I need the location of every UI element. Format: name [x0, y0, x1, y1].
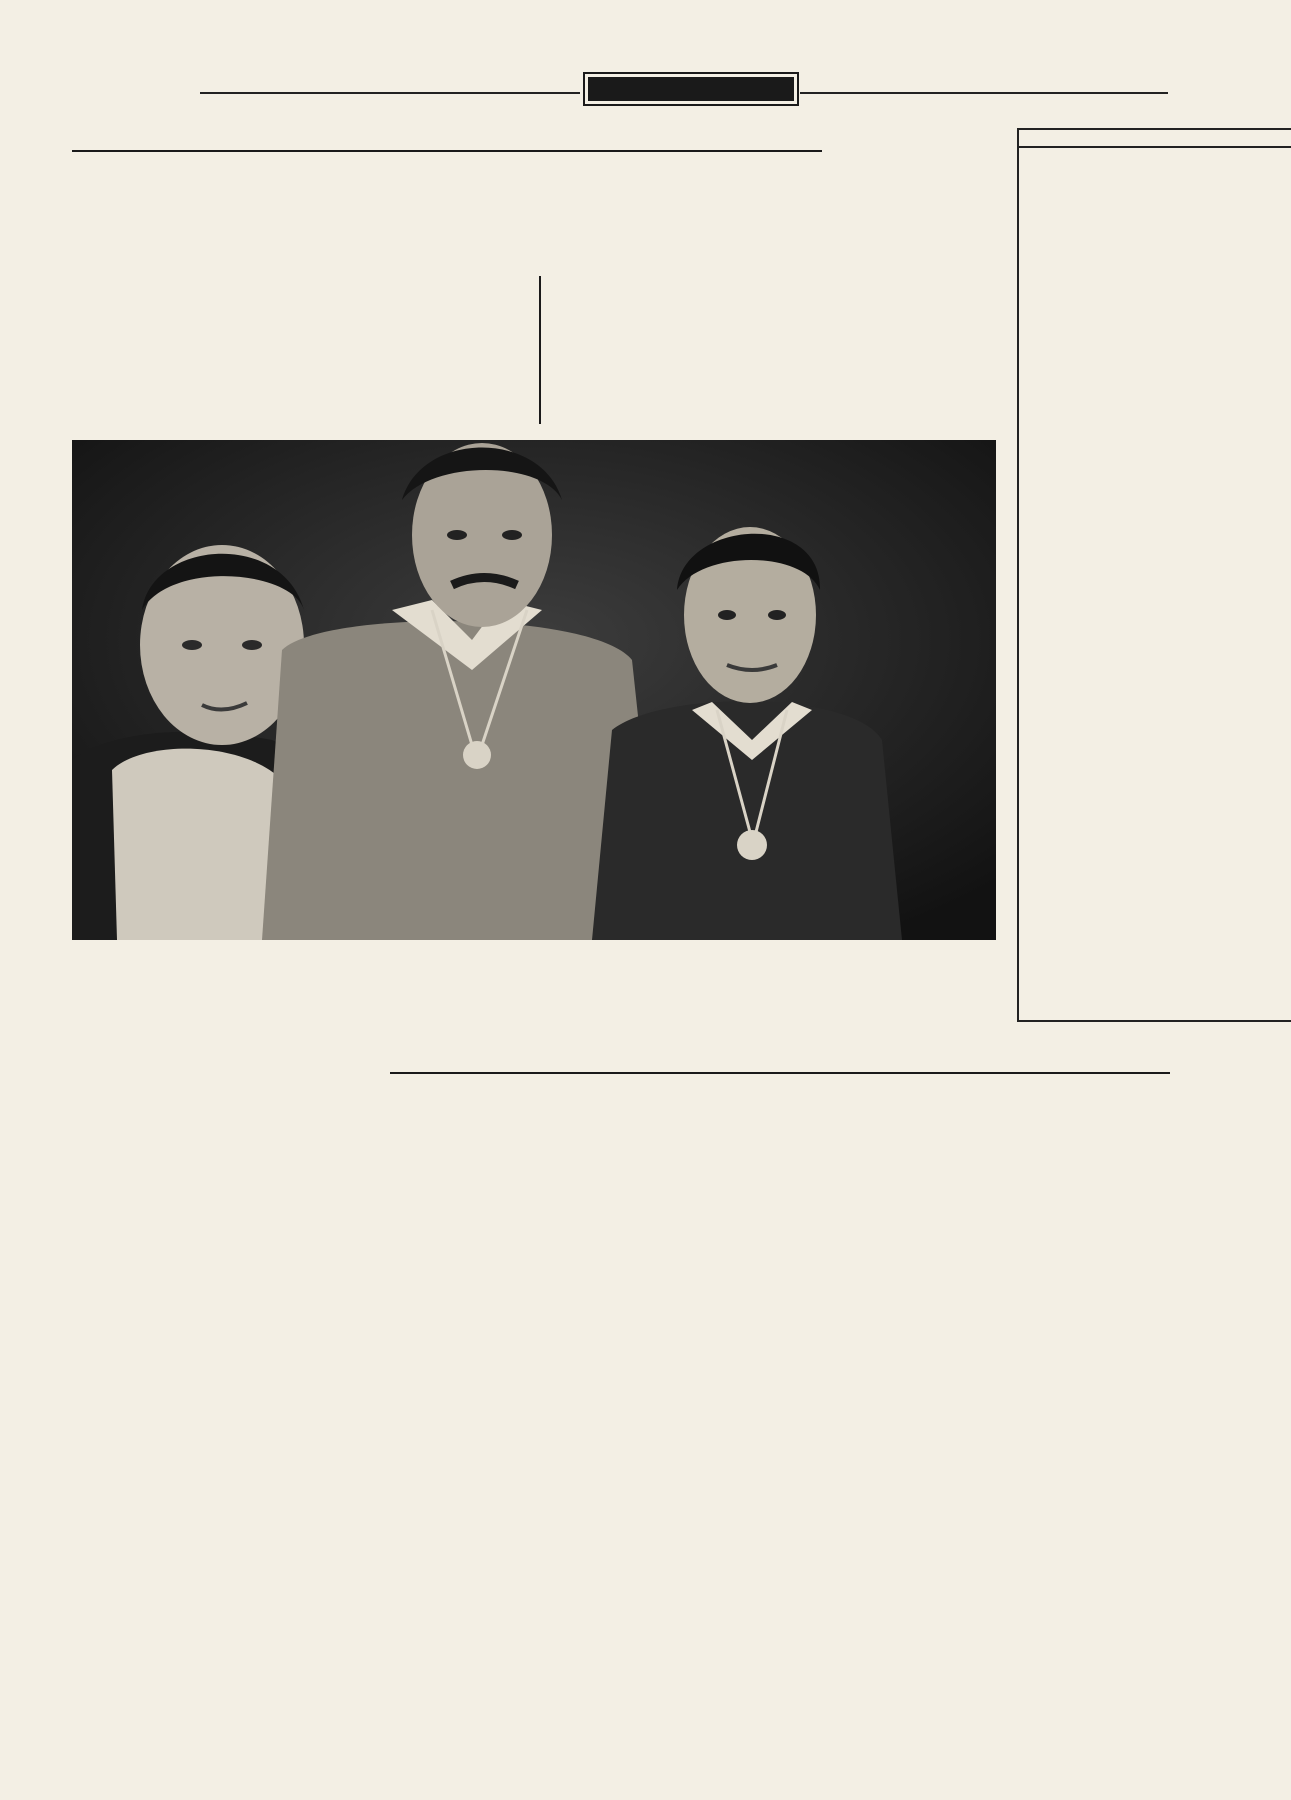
article2-col4: [1019, 1174, 1291, 1202]
article1-kicker-underline: [72, 150, 822, 152]
sidebar-divider: [1019, 146, 1291, 148]
section-label: [583, 72, 799, 106]
article2-col3: [703, 1174, 993, 1194]
sidebar-box: [1017, 128, 1291, 1022]
header-rule-right: [800, 92, 1168, 94]
header-rule-left: [200, 92, 580, 94]
article1-col1: [72, 955, 368, 967]
photo-three-keglers: [72, 440, 996, 940]
article2-kicker-underline: [390, 1072, 1170, 1074]
lead-column-divider: [539, 276, 541, 424]
article1-photo: [72, 440, 996, 940]
